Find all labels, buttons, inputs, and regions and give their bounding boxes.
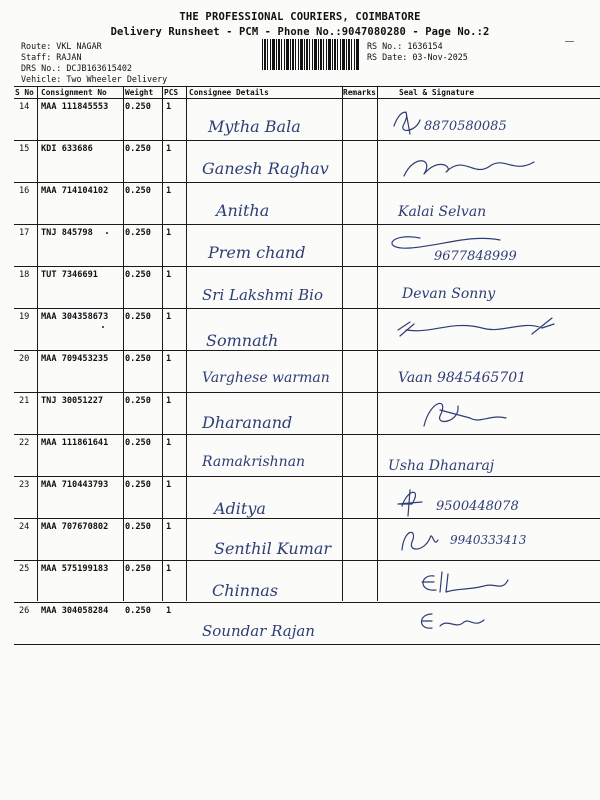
row-consignment: MAA 575199183 <box>41 564 109 574</box>
header-consignment: Consignment No <box>41 88 107 97</box>
row-sno: 21 <box>19 396 30 406</box>
row-weight: 0.250 <box>125 438 151 448</box>
row-weight: 0.250 <box>125 564 151 574</box>
svg-text:Soundar Rajan: Soundar Rajan <box>202 622 315 640</box>
row-weight: 0.250 <box>125 228 151 238</box>
row-consignment: TUT 7346691 <box>41 270 98 280</box>
row-separator <box>14 392 600 393</box>
row-consignment: MAA 304058284 <box>41 606 109 616</box>
header-weight: Weight <box>125 88 154 97</box>
consignee-handwriting <box>200 616 350 644</box>
row-sno: 25 <box>19 564 30 574</box>
row-separator <box>14 140 600 141</box>
consignee-handwriting <box>206 238 346 266</box>
row-pcs: 1 <box>166 228 172 238</box>
row-weight: 0.250 <box>125 186 151 196</box>
svg-text:Ramakrishnan: Ramakrishnan <box>202 454 306 470</box>
column-divider <box>123 86 124 601</box>
runsheet-title: Delivery Runsheet - PCM - Phone No.:9047080280 - Page No.:2 <box>110 26 490 38</box>
consignee-handwriting <box>212 494 322 522</box>
vehicle-label: Vehicle: Two Wheeler Delivery <box>21 74 168 84</box>
table-border-bottom <box>14 644 600 645</box>
row-sno: 16 <box>19 186 30 196</box>
seal-signature-handwriting <box>394 524 594 558</box>
row-pcs: 1 <box>166 312 172 322</box>
row-separator <box>14 308 600 309</box>
row-consignment: MAA 710443793 <box>41 480 109 490</box>
header-pcs: PCS <box>164 88 179 97</box>
row-pcs: 1 <box>166 564 172 574</box>
seal-signature-handwriting <box>394 196 554 224</box>
row-pcs: 1 <box>166 438 172 448</box>
svg-text:Somnath: Somnath <box>206 331 279 350</box>
header-remarks: Remarks <box>343 88 376 97</box>
row-weight: 0.250 <box>125 354 151 364</box>
row-pcs: 1 <box>166 606 172 616</box>
seal-signature-handwriting <box>392 314 592 346</box>
row-weight: 0.250 <box>125 396 151 406</box>
svg-text:Varghese warman: Varghese warman <box>202 370 330 386</box>
row-pcs: 1 <box>166 144 172 154</box>
consignee-handwriting <box>200 156 350 184</box>
svg-text:Chinnas: Chinnas <box>212 581 279 600</box>
row-consignment: MAA 709453235 <box>41 354 109 364</box>
row-separator <box>14 224 600 225</box>
consignee-handwriting <box>204 112 344 140</box>
scan-mark <box>565 41 574 42</box>
row-weight: 0.250 <box>125 102 151 112</box>
row-sno: 24 <box>19 522 30 532</box>
header-underline <box>14 98 600 99</box>
consignee-handwriting <box>200 364 350 390</box>
row-weight: 0.250 <box>125 606 151 616</box>
seal-signature-handwriting <box>394 148 574 182</box>
svg-text:Devan Sonny: Devan Sonny <box>402 286 496 302</box>
consignee-handwriting <box>200 408 330 436</box>
svg-text:Senthil Kumar: Senthil Kumar <box>214 539 332 558</box>
row-sno: 20 <box>19 354 30 364</box>
row-consignment: MAA 714104102 <box>41 186 109 196</box>
barcode <box>262 39 360 70</box>
seal-signature-handwriting <box>414 606 504 636</box>
row-consignment: MAA 111861641 <box>41 438 109 448</box>
consignee-handwriting <box>214 196 334 224</box>
column-divider <box>377 86 378 601</box>
consignee-handwriting <box>210 576 330 604</box>
row-pcs: 1 <box>166 354 172 364</box>
seal-signature-handwriting <box>380 228 590 268</box>
svg-text:8870580085: 8870580085 <box>424 119 507 134</box>
svg-text:9677848999: 9677848999 <box>434 249 517 264</box>
row-consignment: TNJ 845798 <box>41 228 93 238</box>
svg-text:Mytha Bala: Mytha Bala <box>208 117 301 136</box>
svg-text:Aditya: Aditya <box>214 499 266 518</box>
column-divider <box>186 86 187 601</box>
seal-signature-handwriting <box>396 362 596 390</box>
row-sno: 26 <box>19 606 30 616</box>
row-sno: 14 <box>19 102 30 112</box>
staff-label: Staff: RAJAN <box>21 52 82 62</box>
row-pcs: 1 <box>166 270 172 280</box>
row-consignment: MAA 304358673 <box>41 312 109 322</box>
column-divider <box>37 86 38 601</box>
header-seal: Seal & Signature <box>399 88 475 97</box>
header-consignee: Consignee Details <box>189 88 269 97</box>
consignee-handwriting <box>212 534 352 562</box>
row-weight: 0.250 <box>125 144 151 154</box>
rs-date: RS Date: 03-Nov-2025 <box>367 52 468 62</box>
seal-signature-handwriting <box>410 396 530 432</box>
table-border-top <box>14 86 600 87</box>
svg-text:Vaan 9845465701: Vaan 9845465701 <box>398 370 527 386</box>
row-pcs: 1 <box>166 396 172 406</box>
row-sno: 17 <box>19 228 30 238</box>
column-divider <box>162 86 163 601</box>
row-pcs: 1 <box>166 522 172 532</box>
drs-number: DRS No.: DCJB163615402 <box>21 63 132 73</box>
row-sno: 23 <box>19 480 30 490</box>
company-name: THE PROFESSIONAL COURIERS, COIMBATORE <box>179 11 421 23</box>
row-consignment: KDI 633686 <box>41 144 93 154</box>
stray-mark <box>106 232 108 234</box>
row-weight: 0.250 <box>125 312 151 322</box>
row-weight: 0.250 <box>125 270 151 280</box>
svg-text:9940333413: 9940333413 <box>450 533 527 547</box>
seal-signature-handwriting <box>400 280 550 308</box>
seal-signature-handwriting <box>386 104 596 140</box>
row-weight: 0.250 <box>125 480 151 490</box>
rs-number: RS No.: 1636154 <box>367 41 443 51</box>
svg-text:Dharanand: Dharanand <box>202 413 293 432</box>
svg-text:Sri Lakshmi Bio: Sri Lakshmi Bio <box>202 286 324 304</box>
svg-text:Kalai Selvan: Kalai Selvan <box>398 204 487 220</box>
row-pcs: 1 <box>166 102 172 112</box>
row-sno: 19 <box>19 312 30 322</box>
row-consignment: MAA 707670802 <box>41 522 109 532</box>
seal-signature-handwriting <box>414 566 524 598</box>
svg-text:Anitha: Anitha <box>216 201 270 220</box>
consignee-handwriting <box>204 326 334 354</box>
seal-signature-handwriting <box>392 482 592 518</box>
consignee-handwriting <box>200 282 350 308</box>
consignee-handwriting <box>200 448 350 474</box>
row-weight: 0.250 <box>125 522 151 532</box>
row-pcs: 1 <box>166 480 172 490</box>
row-sno: 22 <box>19 438 30 448</box>
row-consignment: TNJ 30051227 <box>41 396 104 406</box>
svg-text:9500448078: 9500448078 <box>436 499 519 514</box>
row-sno: 15 <box>19 144 30 154</box>
svg-text:Prem chand: Prem chand <box>208 243 306 262</box>
header-sno: S No <box>15 88 34 97</box>
seal-signature-handwriting <box>386 452 586 478</box>
row-consignment: MAA 111845553 <box>41 102 109 112</box>
runsheet-table <box>14 86 600 646</box>
row-pcs: 1 <box>166 186 172 196</box>
svg-text:Usha Dhanaraj: Usha Dhanaraj <box>388 458 495 474</box>
svg-text:Ganesh Raghav: Ganesh Raghav <box>202 159 329 178</box>
stray-mark <box>102 326 104 328</box>
route-label: Route: VKL NAGAR <box>21 41 102 51</box>
row-sno: 18 <box>19 270 30 280</box>
